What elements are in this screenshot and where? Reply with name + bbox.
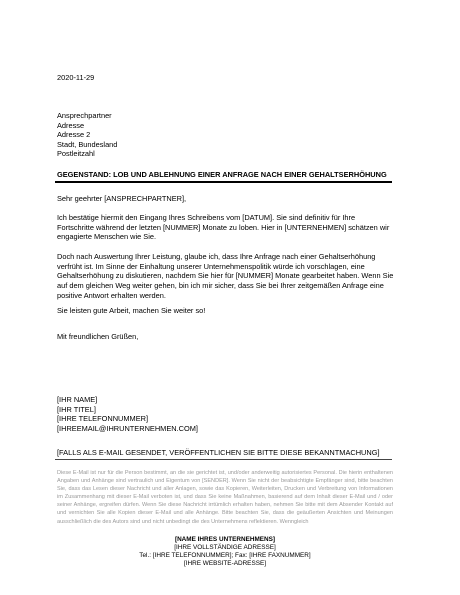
disclaimer-text: Diese E-Mail ist nur für die Person bestimmt, an die sie gerichtet ist, und/oder anderweitig autorisiertes Personal. Die hierin enthaltenen Angaben und Anhänge sind vertraulich und Eigentum von [SENDER]. Wenn Sie nicht der beabsichtigte Empfänger sind, bitte beachten Sie, dass das Lesen dieser Nachricht und aller Anlagen, sowie das Kopieren, Weiterleiten, Drucken und Verbreitung von Informationen im Zusammenhang mit dieser E-Mail verboten ist, und dass Sie keine Maßnahmen, basierend auf dem Inhalt dieser E-Mail und / oder seiner Anhänge, ergreifen dürfen. Wenn Sie diese Nachricht irrtümlich erhalten haben, nehmen Sie bitte mit dem Absender Kontakt auf und vernichten Sie alle Kopien dieser E-Mail und alle Anhänge. Bitte beachten Sie, dass die geäußerten Ansichten und Meinungen ausschließlich die des Autors sind und nicht unbedingt die des Unternehmens reflektieren. Wenngleich [57, 470, 393, 525]
signature-title: [IHR TITEL] [57, 404, 96, 414]
footer-website: [IHRE WEBSITE-ADRESSE] [183, 560, 267, 568]
body-paragraph: Sie leisten gute Arbeit, machen Sie weiter so! [57, 306, 206, 315]
recipient-line: Adresse [57, 120, 85, 130]
letter-date: 2020-11-29 [57, 73, 95, 82]
signature-name: [IHR NAME] [57, 395, 98, 404]
footer-contact: Tel.: [IHRE TELEFONNUMMER]; Fax: [IHRE FAXNUMMER] [139, 552, 311, 560]
body-paragraph: Doch nach Auswertung Ihrer Leistung, glaube ich, dass Ihre Anfrage nach einer Gehaltserhöhung verfrüht ist. Im Sinne der Einhaltung unserer Unternehmenspolitik würde ich vorschlagen, eine Gehaltserhöhung zu diskutieren, nachdem Sie hier für [NUMMER] Monate gearbeitet haben. Wenn Sie auf dem gleichen Weg weiter gehen, bin ich mir sicher, dass Sie bei Ihrer zeitgemäßen Anfrage eine positive Antwort erhalten werden. [57, 252, 394, 300]
notice-divider [55, 459, 392, 460]
email-notice: [FALLS ALS E-MAIL GESENDET, VERÖFFENTLICHEN SIE BITTE DIESE BEKANNTMACHUNG] [57, 448, 380, 457]
footer-company-name: [NAME IHRES UNTERNEHMENS] [174, 536, 276, 543]
subject-divider [55, 181, 392, 183]
closing: Mit freundlichen Grüßen, [57, 332, 139, 341]
signature-phone: [IHRE TELEFONNUMMER] [57, 414, 149, 423]
signature-email: [IHREEMAIL@IHRUNTERNEHMEN.COM] [57, 423, 198, 433]
subject-line: GEGENSTAND: LOB UND ABLEHNUNG EINER ANFRAGE NACH EINER GEHALTSERHÖHUNG [57, 170, 387, 179]
body-paragraph: Ich bestätige hiermit den Eingang Ihres Schreibens vom [DATUM]. Sie sind definitiv für Ihre Fortschritte während der letzten [NUMMER] Monate zu loben. Hier in [UNTERNEHMEN] schätzen wir engagierte Menschen wie Sie. [57, 213, 390, 242]
footer-address: [IHRE VOLLSTÄNDIGE ADRESSE] [174, 544, 276, 552]
recipient-line: Adresse 2 [57, 130, 91, 139]
salutation: Sehr geehrter [ANSPRECHPARTNER], [57, 194, 187, 203]
recipient-line: Postleitzahl [57, 149, 95, 158]
recipient-line: Ansprechpartner [57, 111, 112, 120]
recipient-line: Stadt, Bundesland [57, 139, 118, 149]
company-footer [55, 536, 395, 568]
